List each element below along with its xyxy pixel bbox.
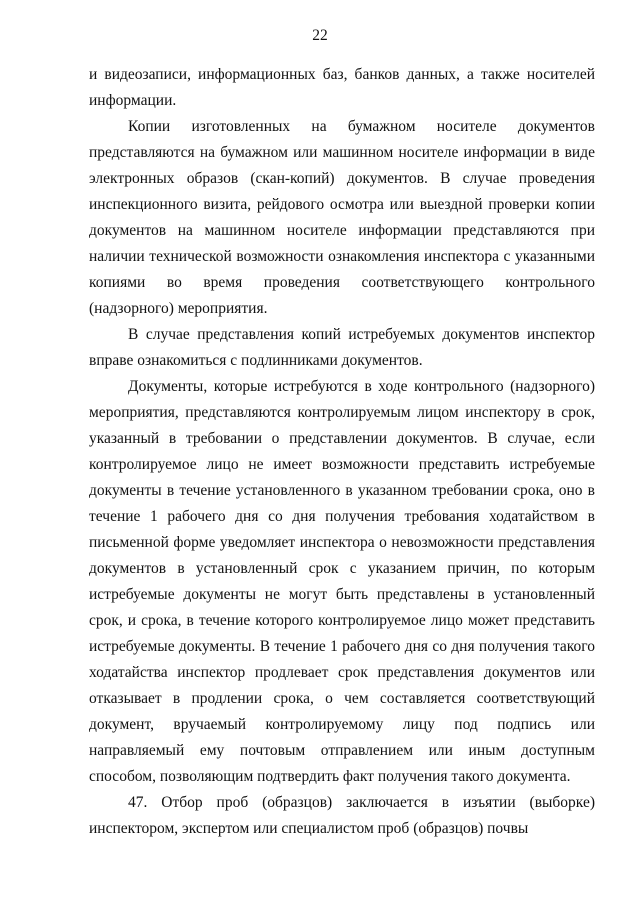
document-body xyxy=(89,62,595,842)
paragraph-continuation: и видеозаписи, информационных баз, банков данных, а также носителей информации. xyxy=(89,66,595,109)
page-number: 22 xyxy=(312,27,328,44)
paragraph-documents-deadline: Документы, которые истребуются в ходе контрольного (надзорного) мероприятия, представляются контролируемым лицом инспектору в срок, указанный в требовании о представлении документов. В случае, если контролируемое лицо не имеет возможности представить истребуемые документы в течение установленного в указанном требовании срока, оно в течение 1 рабочего дня со дня получения требования ходатайством в письменной форме уведомляет инспектора о невозможности представления документов в установленный срок с указанием причин, по которым истребуемые документы не могут быть представлены в установленный срок, и срока, в течение которого контролируемое лицо может представить истребуемые документы. В течение 1 рабочего дня со дня получения такого ходатайства инспектор продлевает срок представления документов или отказывает в продлении срока, о чем составляется соответствующий документ, вручаемый контролируемому лицу под подпись или направляемый ему почтовым отправлением или иным доступным способом, позволяющим подтвердить факт получения такого документа. xyxy=(89,378,595,785)
paragraph-sampling-item-47: 47. Отбор проб (образцов) заключается в изъятии (выборке) инспектором, экспертом или специалистом проб (образцов) почвы xyxy=(89,794,595,837)
paragraph-originals: В случае представления копий истребуемых документов инспектор вправе ознакомиться с подлинниками документов. xyxy=(89,326,595,369)
paragraph-copies: Копии изготовленных на бумажном носителе документов представляются на бумажном или машинном носителе информации в виде электронных образов (скан-копий) документов. В случае проведения инспекционного визита, рейдового осмотра или выездной проверки копии документов на машинном носителе информации представляются при наличии технической возможности ознакомления инспектора с указанными копиями во время проведения соответствующего контрольного (надзорного) мероприятия. xyxy=(89,118,595,317)
